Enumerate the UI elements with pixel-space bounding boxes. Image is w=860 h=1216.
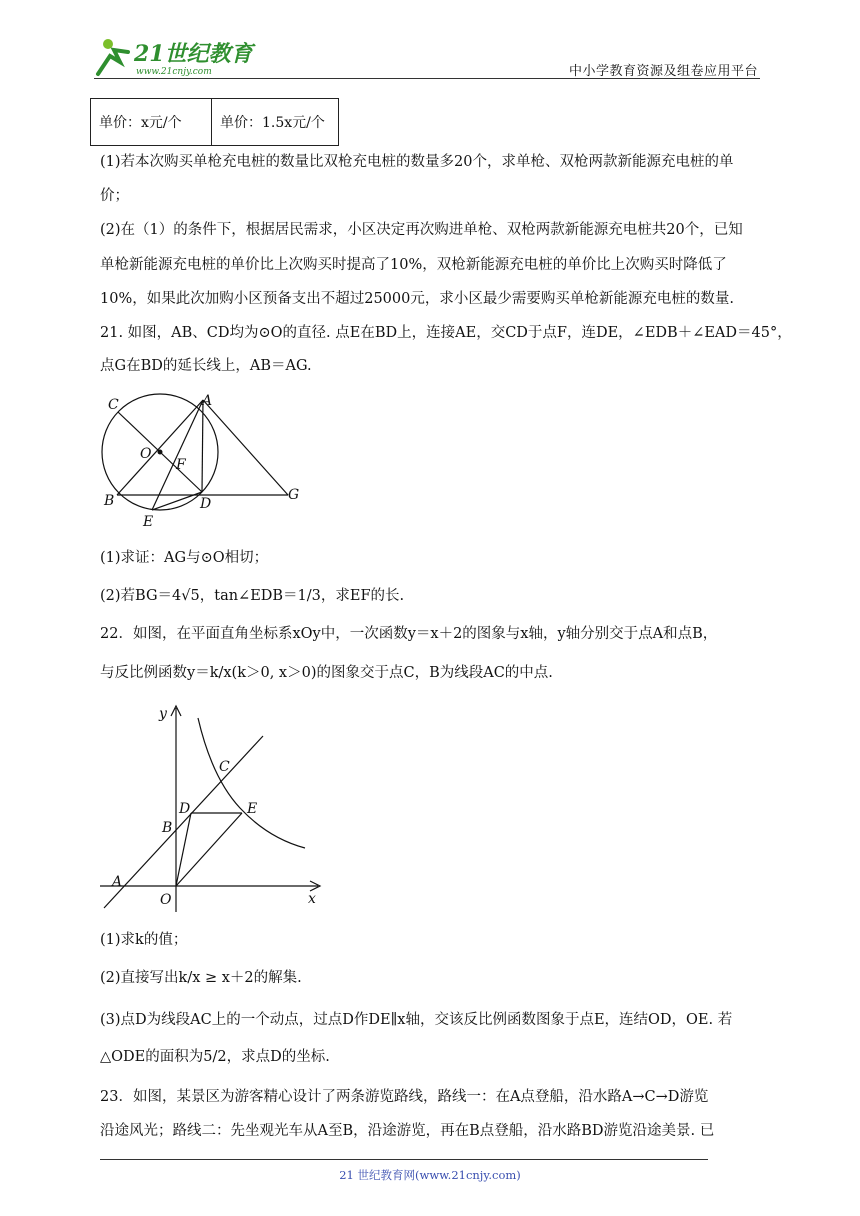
svg-text:O: O — [140, 446, 152, 462]
text-line: △ODE的面积为5/2，求点D的坐标. — [100, 1049, 330, 1065]
svg-text:D: D — [179, 801, 191, 817]
price-cell-single: 单价：x元/个 — [91, 99, 212, 146]
header-platform-text: 中小学教育资源及组卷应用平台 — [568, 64, 758, 79]
text-line: (1)求证：AG与⊙O相切； — [100, 550, 269, 566]
svg-text:G: G — [288, 487, 300, 503]
svg-text:C: C — [219, 759, 230, 775]
svg-text:F: F — [176, 457, 186, 473]
text-line: 单枪新能源充电桩的单价比上次购买时提高了10%，双枪新能源充电桩的单价比上次购买时降低了 — [100, 257, 727, 273]
header-divider — [94, 78, 760, 79]
text-line: 点G在BD的延长线上，AB＝AG. — [100, 358, 312, 374]
text-line: (2)在（1）的条件下，根据居民需求，小区决定再次购进单枪、双枪两款新能源充电桩共20个，已知 — [100, 222, 743, 238]
text-line: 价； — [100, 188, 129, 204]
text-line: 沿途风光；路线二：先坐观光车从A至B，沿途游览，再在B点登船，沿水路BD游览沿途美景. 已 — [100, 1123, 715, 1139]
text-line: (3)点D为线段AC上的一个动点，过点D作DE∥x轴，交该反比例函数图象于点E，连结OD，OE. 若 — [100, 1012, 733, 1028]
svg-text:www.21cnjy.com: www.21cnjy.com — [136, 67, 212, 77]
svg-text:O: O — [160, 892, 172, 908]
price-table — [90, 98, 339, 146]
svg-text:y: y — [159, 706, 167, 722]
text-line: 23．如图，某景区为游客精心设计了两条游览路线，路线一：在A点登船，沿水路A→C→D游览 — [100, 1089, 709, 1105]
svg-text:D: D — [200, 496, 212, 512]
text-line: 10%，如果此次加购小区预备支出不超过25000元，求小区最少需要购买单枪新能源充电桩的数量. — [100, 291, 734, 307]
svg-text:B: B — [162, 820, 173, 836]
svg-text:x: x — [308, 891, 316, 907]
footer-divider — [100, 1159, 708, 1160]
coordinate-figure — [100, 700, 330, 914]
footer-text: 21 世纪教育网(www.21cnjy.com) — [339, 1168, 521, 1182]
text-line: (2)直接写出k/x ≥ x＋2的解集. — [100, 970, 302, 986]
text-line: 22．如图，在平面直角坐标系xOy中，一次函数y＝x＋2的图象与x轴，y轴分别交于点A和点B， — [100, 626, 718, 642]
svg-text:E: E — [247, 801, 258, 817]
svg-text:A: A — [202, 393, 213, 409]
circle-figure — [100, 388, 310, 530]
text-line: 21. 如图，AB、CD均为⊙O的直径. 点E在BD上，连接AE，交CD于点F，连DE，∠EDB＋∠EAD＝45°， — [100, 325, 792, 341]
price-cell-double: 单价：1.5x元/个 — [212, 99, 339, 146]
text-line: (1)若本次购买单枪充电桩的数量比双枪充电桩的数量多20个，求单枪、双枪两款新能源充电桩的单 — [100, 154, 734, 170]
site-logo — [94, 34, 264, 78]
svg-text:A: A — [112, 874, 123, 890]
text-line: 与反比例函数y＝k/x(k＞0, x＞0)的图象交于点C，B为线段AC的中点. — [100, 665, 553, 681]
text-line: (2)若BG＝4√5，tan∠EDB＝1/3，求EF的长. — [100, 588, 405, 604]
svg-text:E: E — [143, 514, 154, 530]
text-line: (1)求k的值； — [100, 932, 188, 948]
svg-text:C: C — [108, 397, 119, 413]
svg-text:B: B — [104, 493, 115, 509]
svg-text:21世纪教育: 21世纪教育 — [134, 41, 253, 67]
